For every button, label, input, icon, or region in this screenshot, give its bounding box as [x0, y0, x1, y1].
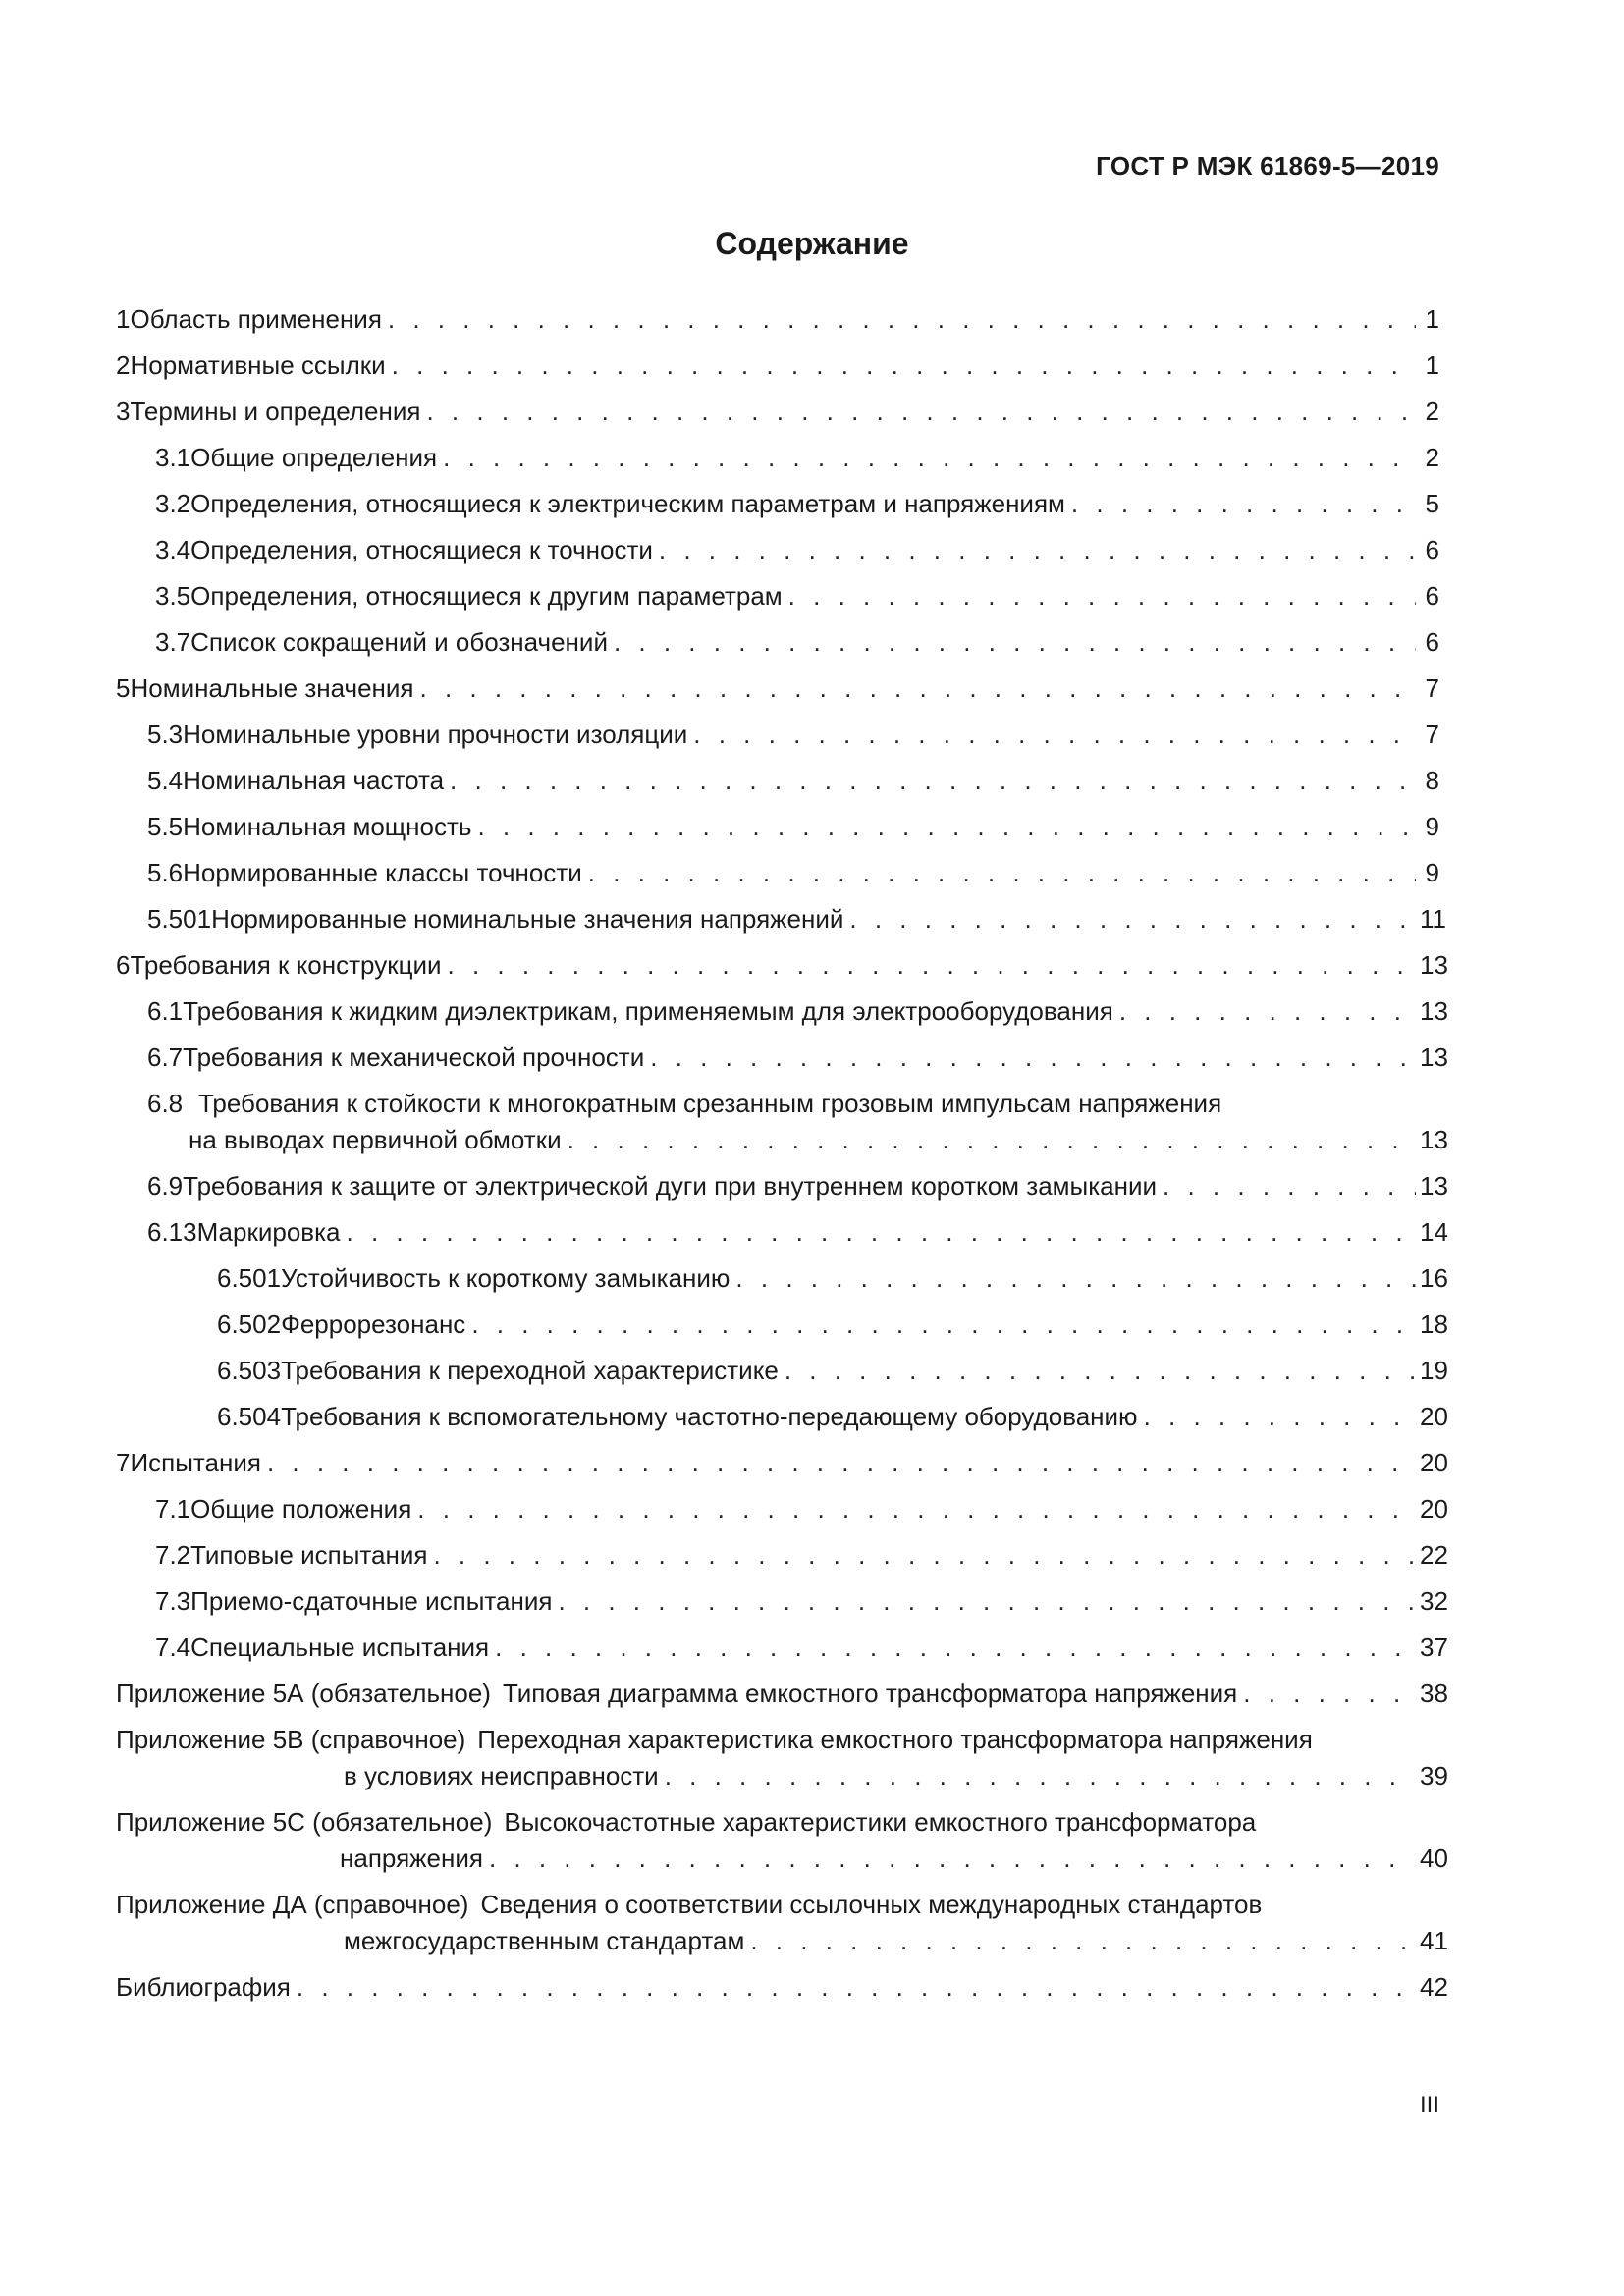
- dot-leader: [450, 763, 1416, 799]
- toc-entry-page: 18: [1420, 1309, 1448, 1339]
- dot-leader: [588, 855, 1416, 891]
- toc-entry-page: 13: [1420, 1042, 1448, 1072]
- toc-entry-number: 6.9: [147, 1171, 184, 1201]
- dot-leader: [388, 301, 1416, 338]
- dot-leader: [347, 1214, 1416, 1251]
- toc-entry-label: Требования к жидким диэлектрикам, применяемым для электрооборудования: [183, 996, 1113, 1026]
- toc-entry-number: 3.7: [155, 627, 191, 657]
- toc-entry-number: Приложение ДА (справочное): [116, 1890, 469, 1919]
- toc-entry-label: Типовые испытания: [190, 1540, 428, 1570]
- toc-entry-number: 5.501: [147, 904, 212, 934]
- toc-entry[interactable]: [116, 855, 1439, 891]
- toc-entry-page: 16: [1420, 1263, 1448, 1293]
- toc-entry-label: Номинальная мощность: [183, 812, 472, 841]
- dot-leader: [426, 394, 1416, 430]
- toc-entry[interactable]: [116, 809, 1439, 845]
- toc-entry-page: 13: [1420, 996, 1448, 1026]
- toc-entry-number: 5.5: [147, 812, 184, 841]
- toc-entry-page: 11: [1420, 904, 1446, 934]
- toc-entry[interactable]: [116, 1804, 1448, 1877]
- toc-entry[interactable]: [116, 532, 1439, 568]
- toc-entry-page: 20: [1420, 1402, 1448, 1431]
- toc-entry-number: 6.502: [217, 1309, 282, 1339]
- toc-entry-label: Феррорезонанс: [281, 1309, 466, 1339]
- toc-entry[interactable]: [116, 1214, 1448, 1251]
- toc-entry-label: Приемо-сдаточные испытания: [190, 1586, 553, 1616]
- toc-entry-number: Приложение 5В (справочное): [116, 1725, 466, 1754]
- toc-entry[interactable]: [116, 1537, 1448, 1574]
- toc-entry-label: Определения, относящиеся к точности: [190, 535, 653, 564]
- toc-entry-number: 7.1: [155, 1494, 191, 1523]
- toc-entry-page: 13: [1420, 950, 1448, 980]
- toc-entry-label: Область применения: [130, 304, 382, 334]
- toc-entry-label: Сведения о соответствии ссылочных международных стандартов: [480, 1890, 1263, 1919]
- toc-entry-number: 6: [116, 950, 131, 980]
- toc-entry-label: Требования к вспомогательному частотно-передающему оборудованию: [281, 1402, 1138, 1431]
- toc-entry-page: 2: [1425, 397, 1439, 426]
- toc-entry-label: Нормированные номинальные значения напряжений: [211, 904, 844, 934]
- dot-leader: [392, 347, 1416, 384]
- toc-entry-label: Нормированные классы точности: [183, 858, 582, 887]
- toc-entry-page: 32: [1420, 1586, 1448, 1616]
- toc-entry[interactable]: [116, 1887, 1448, 1959]
- dot-leader: [489, 1841, 1416, 1877]
- toc-entry-label-continued: напряжения: [340, 1843, 483, 1873]
- toc-entry-label: Требования к защите от электрической дуги при внутреннем коротком замыкании: [183, 1171, 1158, 1201]
- toc-entry[interactable]: [116, 1307, 1448, 1343]
- toc-entry-page: 7: [1425, 720, 1439, 749]
- toc-entry-page: 41: [1420, 1926, 1448, 1955]
- toc-entry[interactable]: [116, 993, 1448, 1030]
- toc-entry[interactable]: [116, 440, 1439, 476]
- toc-entry-label: Библиография: [116, 1972, 291, 2002]
- toc-entry[interactable]: [116, 1260, 1448, 1297]
- toc-entry-number: 3: [116, 397, 131, 426]
- toc-entry-number: 3.2: [155, 489, 191, 518]
- toc-entry-label-continued: межгосударственным стандартам: [344, 1926, 745, 1955]
- dot-leader: [614, 624, 1416, 661]
- toc-entry-page: 20: [1420, 1448, 1448, 1477]
- toc-entry-number: 2: [116, 350, 131, 380]
- toc-entry[interactable]: [116, 301, 1439, 338]
- toc-entry-page: 14: [1420, 1217, 1448, 1247]
- toc-entry-number: 7: [116, 1448, 131, 1477]
- dot-leader: [495, 1629, 1416, 1666]
- toc-entry-number: 6.504: [217, 1402, 282, 1431]
- toc-entry[interactable]: [116, 1040, 1448, 1076]
- dot-leader: [750, 1923, 1416, 1959]
- dot-leader: [558, 1583, 1416, 1620]
- toc-entry-number: 6.503: [217, 1356, 282, 1385]
- toc-entry-label: Высокочастотные характеристики емкостного трансформатора: [504, 1807, 1257, 1837]
- toc-entry-label: Требования к переходной характеристике: [281, 1356, 779, 1385]
- toc-entry-page: 20: [1420, 1494, 1448, 1523]
- dot-leader: [693, 717, 1416, 753]
- toc-entry[interactable]: [116, 1722, 1448, 1794]
- toc-entry-page: 2: [1425, 443, 1439, 472]
- toc-entry-number: 6.13: [147, 1217, 197, 1247]
- dot-leader: [420, 670, 1416, 707]
- toc-entry[interactable]: [116, 1969, 1448, 2005]
- toc-entry[interactable]: [116, 763, 1439, 799]
- toc-entry-number: 6.1: [147, 996, 184, 1026]
- toc-entry-page: 7: [1425, 673, 1439, 703]
- toc-entry[interactable]: [116, 1491, 1448, 1527]
- dot-leader: [735, 1260, 1416, 1297]
- toc-entry-label: Номинальные значения: [130, 673, 414, 703]
- toc-entry-number: 6.501: [217, 1263, 282, 1293]
- toc-entry-number: 3.1: [155, 443, 191, 472]
- toc-entry-number: 5: [116, 673, 131, 703]
- toc-entry[interactable]: [116, 578, 1439, 614]
- dot-leader: [471, 1307, 1416, 1343]
- toc-entry-page: 13: [1420, 1125, 1448, 1154]
- dot-leader: [448, 947, 1416, 984]
- toc-entry-label: Переходная характеристика емкостного трансформатора напряжения: [477, 1725, 1313, 1754]
- toc-entry-page: 9: [1425, 812, 1439, 841]
- toc-entry[interactable]: [116, 717, 1439, 753]
- toc-title: Содержание: [715, 226, 909, 261]
- toc-entry-label: Специальные испытания: [190, 1632, 490, 1662]
- toc-entry-page: 1: [1425, 304, 1439, 334]
- toc-entry-page: 22: [1420, 1540, 1448, 1570]
- toc-entry-label: Типовая диаграмма емкостного трансформатора напряжения: [502, 1679, 1238, 1708]
- dot-leader: [417, 1491, 1416, 1527]
- toc-entry-page: 38: [1420, 1679, 1448, 1708]
- dot-leader: [665, 1758, 1416, 1794]
- toc-entry-label: Определения, относящиеся к электрическим параметрам и напряжениям: [190, 489, 1065, 518]
- toc-entry-number: 5.6: [147, 858, 184, 887]
- toc-entry-page: 37: [1420, 1632, 1448, 1662]
- toc-entry-page: 19: [1420, 1356, 1448, 1385]
- toc-entry[interactable]: [116, 1445, 1448, 1481]
- toc-entry-label: Номинальные уровни прочности изоляции: [183, 720, 688, 749]
- toc-entry-label: Требования к конструкции: [130, 950, 442, 980]
- dot-leader: [1243, 1676, 1416, 1712]
- toc-entry-label: Номинальная частота: [183, 766, 445, 795]
- toc-entry[interactable]: [116, 1583, 1448, 1620]
- toc-entry[interactable]: [116, 624, 1439, 661]
- dot-leader: [1163, 1168, 1416, 1204]
- toc-entry-label: Общие положения: [190, 1494, 412, 1523]
- toc-entry[interactable]: [116, 947, 1448, 984]
- toc-entry[interactable]: [116, 901, 1446, 937]
- toc-entry[interactable]: [116, 670, 1439, 707]
- toc-entry[interactable]: [116, 394, 1439, 430]
- dot-leader: [1119, 993, 1416, 1030]
- dot-leader: [433, 1537, 1416, 1574]
- toc-entry-page: 6: [1425, 581, 1439, 611]
- toc-entry-page: 5: [1425, 489, 1439, 518]
- dot-leader: [788, 578, 1416, 614]
- toc-entry-page: 39: [1420, 1761, 1448, 1790]
- toc-entry-page: 13: [1420, 1171, 1448, 1201]
- toc-entry-number: 6.7: [147, 1042, 184, 1072]
- dot-leader: [1071, 486, 1416, 522]
- toc-entry[interactable]: [116, 1168, 1448, 1204]
- dot-leader: [650, 1040, 1416, 1076]
- dot-leader: [568, 1122, 1416, 1158]
- dot-leader: [785, 1353, 1416, 1389]
- toc-entry-label: Нормативные ссылки: [130, 350, 386, 380]
- toc-entry-page: 6: [1425, 535, 1439, 564]
- toc-entry-label: Испытания: [130, 1448, 261, 1477]
- toc-entry-page: 40: [1420, 1843, 1448, 1873]
- toc-entry-page: 42: [1420, 1972, 1448, 2002]
- toc-entry-label: Общие определения: [190, 443, 438, 472]
- toc-entry-number: 5.4: [147, 766, 184, 795]
- toc-entry-label: Требования к механической прочности: [183, 1042, 645, 1072]
- toc-entry-label: Устойчивость к короткому замыканию: [281, 1263, 731, 1293]
- toc-entry-label: Определения, относящиеся к другим параметрам: [190, 581, 783, 611]
- dot-leader: [267, 1445, 1416, 1481]
- document-number: ГОСТ Р МЭК 61869-5—2019: [1096, 151, 1439, 181]
- toc-entry-number: 3.4: [155, 535, 191, 564]
- toc-entry-label-continued: в условиях неисправности: [344, 1761, 659, 1790]
- toc-entry[interactable]: [116, 1676, 1448, 1712]
- toc-entry-number: 6.8: [147, 1089, 184, 1118]
- toc-entry-number: 7.2: [155, 1540, 191, 1570]
- toc-entry-number: Приложение 5С (обязательное): [116, 1807, 493, 1837]
- toc-entry-label: Термины и определения: [130, 397, 421, 426]
- dot-leader: [1144, 1399, 1416, 1435]
- toc-entry[interactable]: [116, 1086, 1448, 1158]
- dot-leader: [659, 532, 1416, 568]
- page-number: III: [1419, 2092, 1439, 2118]
- table-of-contents: [116, 301, 1448, 2015]
- toc-entry-label: Список сокращений и обозначений: [190, 627, 608, 657]
- dot-leader: [849, 901, 1416, 937]
- toc-entry-number: 5.3: [147, 720, 184, 749]
- toc-entry[interactable]: [116, 1399, 1448, 1435]
- toc-entry-page: 8: [1425, 766, 1439, 795]
- toc-entry[interactable]: [116, 347, 1439, 384]
- toc-entry-page: 6: [1425, 627, 1439, 657]
- toc-entry[interactable]: [116, 1629, 1448, 1666]
- toc-entry-label-continued: на выводах первичной обмотки: [189, 1125, 562, 1154]
- toc-entry-page: 9: [1425, 858, 1439, 887]
- toc-entry-page: 1: [1425, 350, 1439, 380]
- dot-leader: [443, 440, 1416, 476]
- toc-entry-number: 7.4: [155, 1632, 191, 1662]
- toc-entry-label: Требования к стойкости к многократным срезанным грозовым импульсам напряжения: [198, 1089, 1222, 1118]
- toc-entry-number: Приложение 5А (обязательное): [116, 1679, 491, 1708]
- toc-entry-number: 3.5: [155, 581, 191, 611]
- dot-leader: [477, 809, 1416, 845]
- toc-entry[interactable]: [116, 1353, 1448, 1389]
- dot-leader: [297, 1969, 1416, 2005]
- toc-entry-number: 7.3: [155, 1586, 191, 1616]
- toc-entry[interactable]: [116, 486, 1439, 522]
- toc-entry-label: Маркировка: [196, 1217, 341, 1247]
- toc-entry-number: 1: [116, 304, 131, 334]
